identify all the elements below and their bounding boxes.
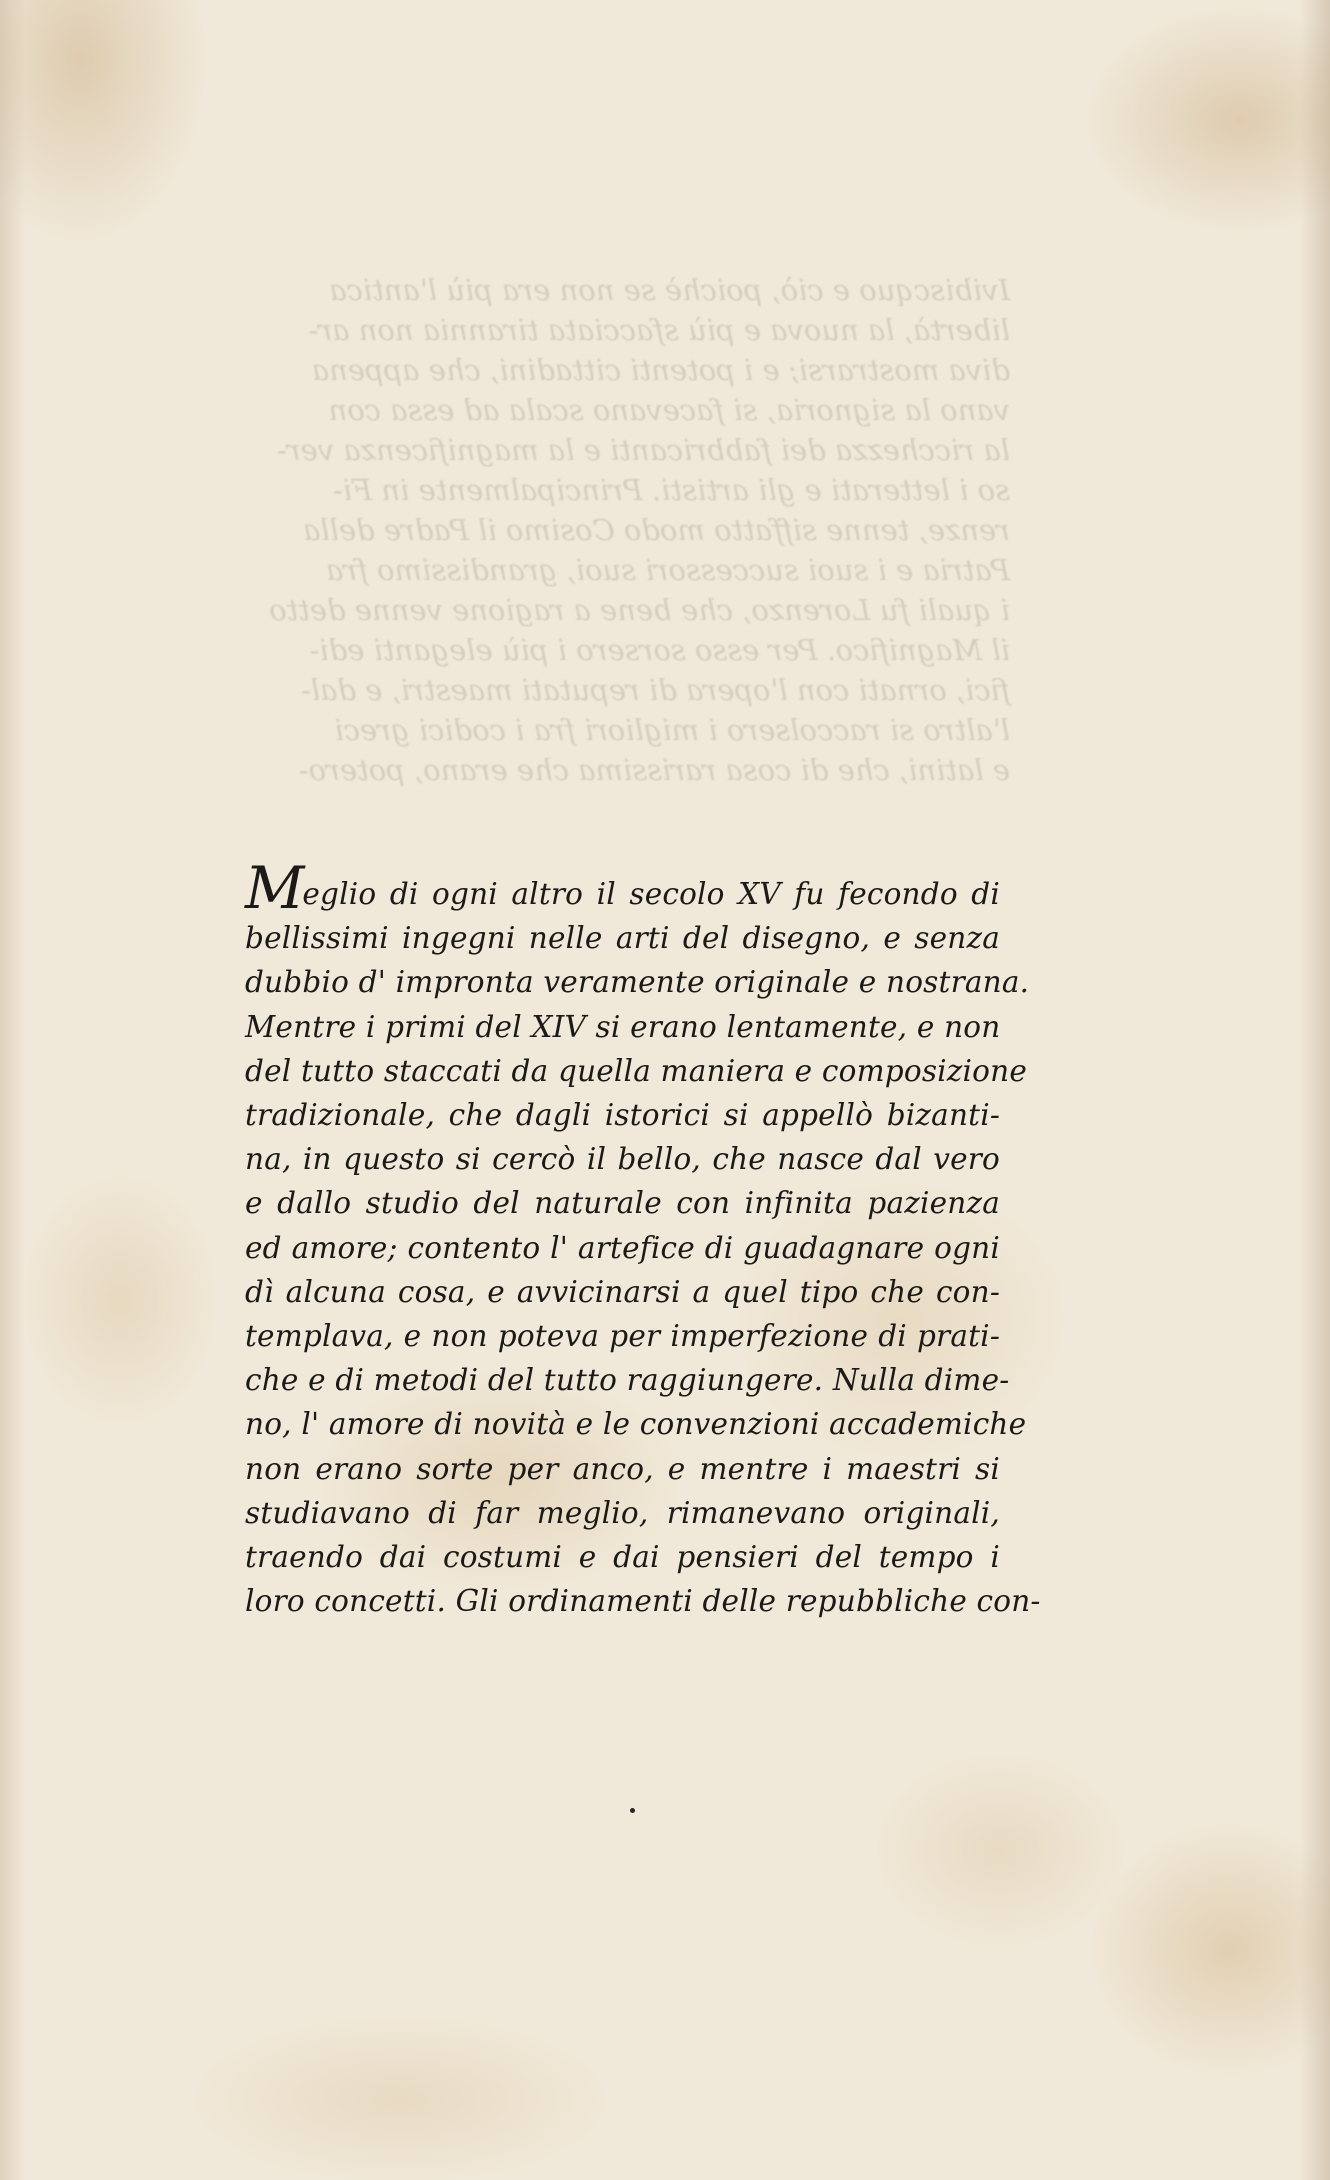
text-line: studiavano di far meglio, rimanevano originali, (245, 1495, 1000, 1530)
bleed-line: l'altro si raccolsero i migliori fra i codici greci (334, 713, 1010, 747)
bleed-line: Ivibiscquo e ciò, poichè se non era più l'antica (329, 273, 1010, 307)
text-line: traendo dai costumi e dai pensieri del tempo i (245, 1540, 1000, 1575)
text-line: dubbio d' impronta veramente originale e nostrana. (245, 965, 1030, 1000)
bleed-line: e latini, che di cosa rarissima che erano, potero- (298, 753, 1010, 787)
bleed-line: Patria e i suoi successori suoi, grandissimo fra (325, 553, 1010, 587)
text-line: loro concetti. Gli ordinamenti delle repubbliche con- (245, 1584, 1041, 1619)
text-line: tradizionale, che dagli istorici si appellò bizanti- (245, 1098, 1000, 1133)
bleed-through-text (230, 270, 1010, 790)
bleed-line: fici, ornati con l'opera di reputati maestri, e dal- (301, 673, 1010, 707)
body-paragraph (245, 854, 1041, 1623)
ink-dot (630, 1808, 635, 1813)
bleed-line: libertà, la nuova e più sfacciata tirannia non ar- (308, 313, 1010, 347)
bleed-line: renze, tenne siffatto modo Cosimo il Padre della (303, 513, 1010, 547)
text-line: bellissimi ingegni nelle arti del disegno, e senza (245, 921, 1000, 956)
bleed-line: so i letterati e gli artisti. Principalmente in Fi- (332, 473, 1010, 507)
bleed-line: i quali fu Lorenzo, che bene a ragione venne detto (269, 593, 1010, 627)
bleed-line: il Magnifico. Per esso sorsero i più eleganti edi- (309, 633, 1010, 667)
text-line: che e di metodi del tutto raggiungere. Nulla dime- (245, 1363, 1010, 1398)
text-line-content: eglio di ogni altro il secolo XV fu fecondo di (302, 877, 1000, 911)
bleed-line: diva mostrarsi; e i potenti cittadini, che appena (311, 353, 1010, 387)
text-line: non erano sorte per anco, e mentre i maestri si (245, 1451, 1000, 1486)
text-line: dì alcuna cosa, e avvicinarsi a quel tipo che con- (245, 1274, 1000, 1309)
text-line: na, in questo si cercò il bello, che nasce dal vero (245, 1142, 1000, 1177)
bleed-line: vano la signoria, si facevano scala ad essa con (328, 393, 1010, 427)
bleed-line: la ricchezza dei fabbricanti e la magnificenza ver- (276, 433, 1010, 467)
text-line: no, l' amore di novità e le convenzioni accademiche (245, 1407, 1027, 1442)
text-line: del tutto staccati da quella maniera e composizione (245, 1053, 1027, 1088)
text-line: Mentre i primi del XIV si erano lentamente, e non (245, 1009, 1001, 1044)
text-line: e dallo studio del naturale con infinita pazienza (245, 1186, 1000, 1221)
drop-cap: M (245, 854, 303, 922)
text-line: ed amore; contento l' artefice di guadagnare ogni (245, 1230, 1000, 1265)
text-line (245, 854, 1000, 922)
text-line: templava, e non poteva per imperfezione di prati- (245, 1319, 1000, 1354)
